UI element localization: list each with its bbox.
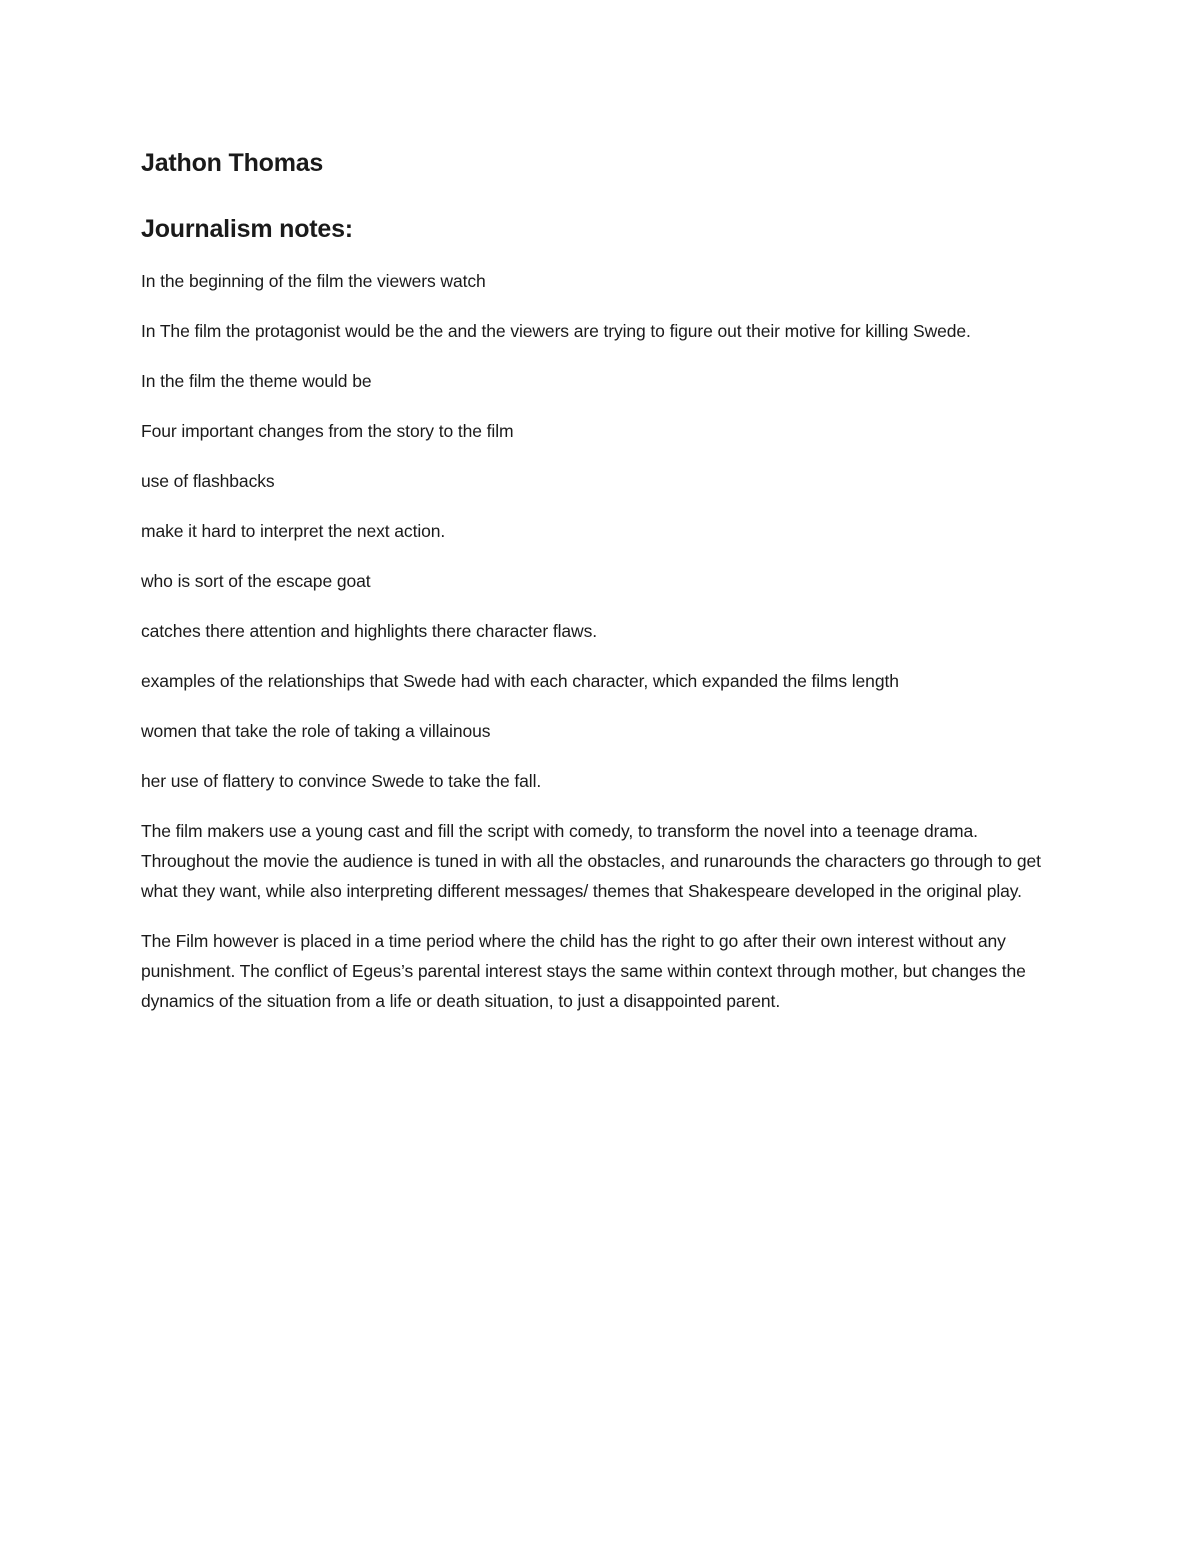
document-body [141, 143, 1056, 1036]
paragraph: In the film the theme would be [141, 371, 372, 391]
paragraph: catches there attention and highlights there character flaws. [141, 621, 597, 641]
paragraph: who is sort of the escape goat [141, 571, 371, 591]
paragraph: The film makers use a young cast and fill the script with comedy, to transform the novel into a teenage drama. Throughout the movie the audience is tuned in with all the obstacles, and runarounds the characters go through to get what they want, while also interpreting different messages/ themes that Shakespeare developed in the original play. [141, 821, 1041, 901]
paragraph: make it hard to interpret the next action. [141, 521, 446, 541]
notes-heading: Journalism notes: [141, 215, 353, 243]
paragraph: women that take the role of taking a villainous [141, 721, 491, 741]
paragraph: use of flashbacks [141, 471, 275, 491]
paragraph: Four important changes from the story to the film [141, 421, 514, 441]
author-name: Jathon Thomas [141, 149, 324, 177]
paragraph: examples of the relationships that Swede had with each character, which expanded the films length [141, 671, 899, 691]
paragraph: her use of flattery to convince Swede to take the fall. [141, 771, 542, 791]
paragraph: In the beginning of the film the viewers watch [141, 271, 486, 291]
paragraph: In The film the protagonist would be the and the viewers are trying to figure out their motive for killing Swede. [141, 321, 971, 341]
paragraph: The Film however is placed in a time period where the child has the right to go after their own interest without any punishment. The conflict of Egeus’s parental interest stays the same within context through mother, but changes the dynamics of the situation from a life or death situation, to just a disappointed parent. [141, 931, 1026, 1011]
